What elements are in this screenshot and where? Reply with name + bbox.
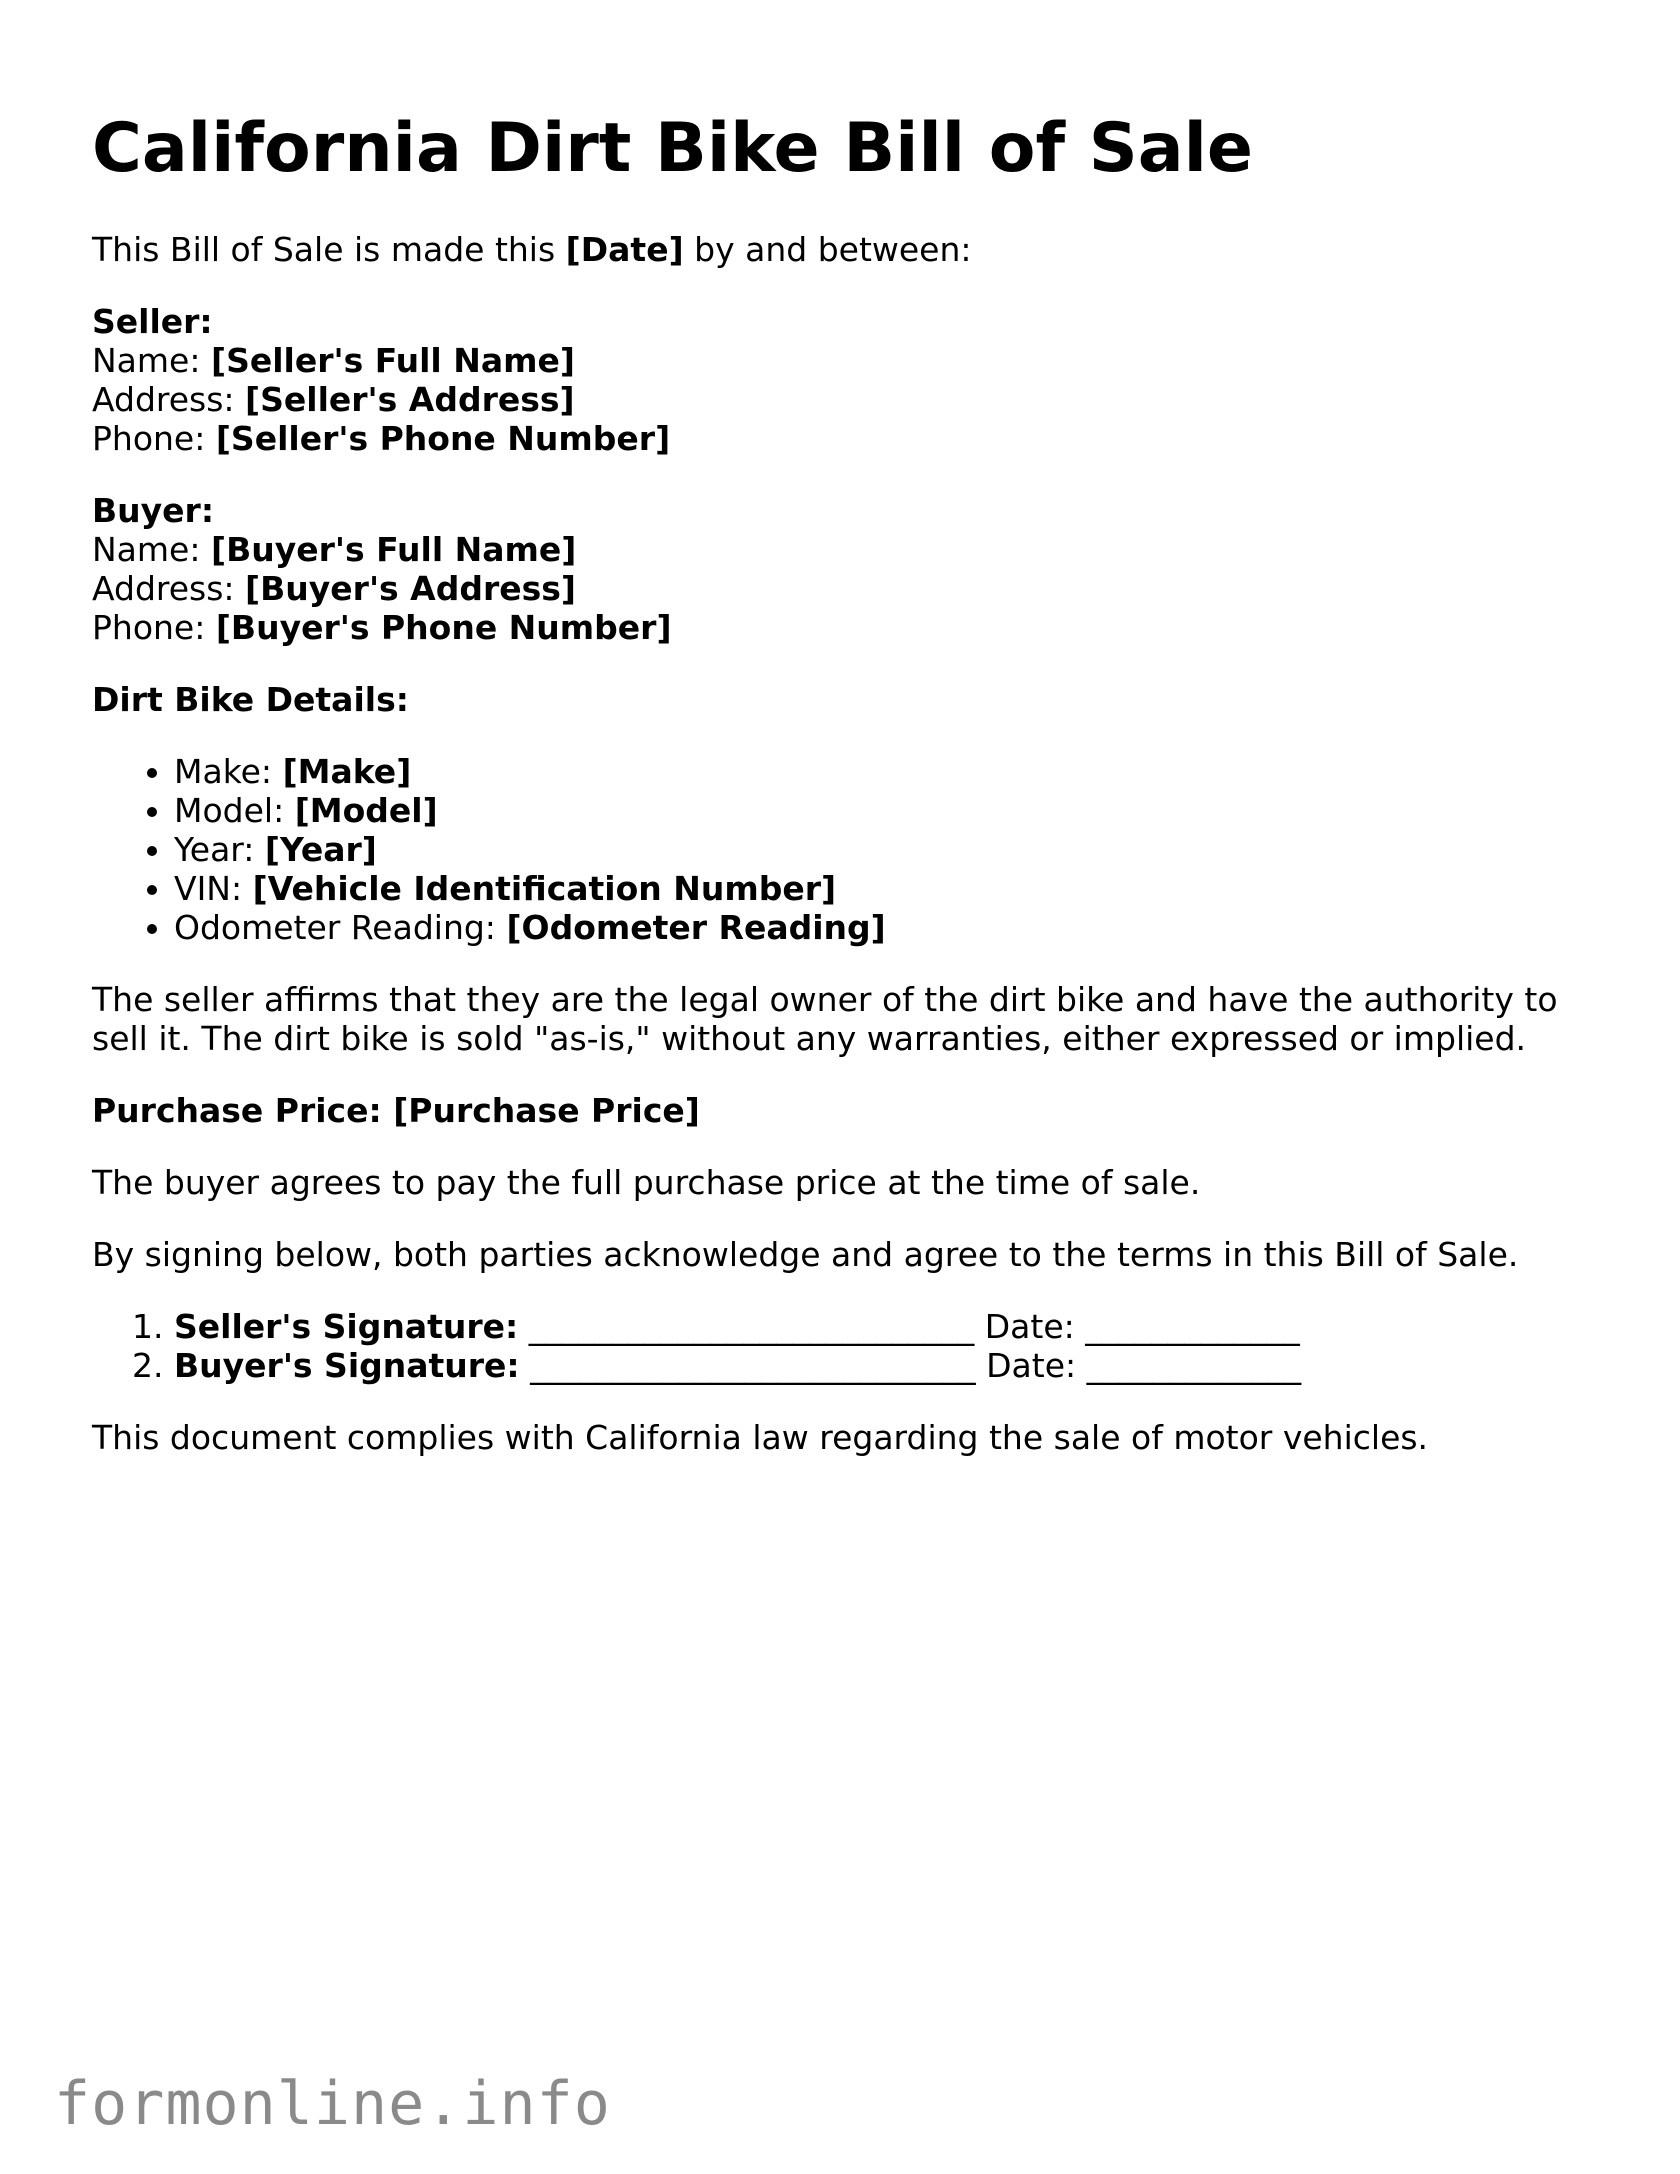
payment-terms-paragraph: The buyer agrees to pay the full purchase price at the time of sale. [92, 1162, 1201, 1202]
buyer-address-value: [Buyer's Address] [245, 568, 576, 608]
list-item [174, 908, 1592, 947]
bike-make-value: [Make] [282, 751, 412, 791]
buyer-section [92, 491, 1592, 647]
bike-year-value: [Year] [264, 829, 377, 869]
seller-phone-label: Phone: [92, 418, 206, 458]
bike-year-label: Year: [174, 829, 255, 869]
buyer-signature-line[interactable]: ___________________________ [530, 1345, 976, 1385]
document-page [92, 108, 1592, 1490]
bike-details-list [92, 752, 1592, 947]
buyer-name-value: [Buyer's Full Name] [210, 529, 577, 569]
buyer-phone-label: Phone: [92, 607, 206, 647]
bike-details-heading [92, 680, 1592, 719]
signature-list [92, 1307, 1592, 1385]
buyer-date-line[interactable]: _____________ [1086, 1345, 1302, 1385]
seller-signature-label: Seller's Signature: [174, 1306, 519, 1346]
document-title: California Dirt Bike Bill of Sale [92, 109, 1254, 188]
seller-address-value: [Seller's Address] [245, 379, 575, 419]
seller-phone-line [92, 419, 1592, 458]
buyer-signature-label: Buyer's Signature: [174, 1345, 520, 1385]
bike-odometer-value: [Odometer Reading] [506, 907, 886, 947]
buyer-heading: Buyer: [92, 490, 215, 530]
buyer-address-line [92, 569, 1592, 608]
seller-address-label: Address: [92, 379, 235, 419]
affirmation-paragraph: The seller affirms that they are the legal owner of the dirt bike and have the authority to sell it. The dirt bike is sold "as-is," without any warranties, either expressed or implied. [92, 979, 1558, 1058]
purchase-price-text: Purchase Price: [Purchase Price] [92, 1090, 700, 1130]
list-item [174, 830, 1592, 869]
list-item [174, 869, 1592, 908]
seller-date-line[interactable]: _____________ [1085, 1306, 1300, 1346]
list-item [174, 791, 1592, 830]
seller-signature-row [174, 1307, 1592, 1346]
bike-vin-label: VIN: [174, 868, 243, 908]
intro-suffix: by and between: [694, 229, 972, 269]
watermark: formonline.info [54, 2069, 611, 2139]
bike-model-label: Model: [174, 790, 285, 830]
buyer-name-label: Name: [92, 529, 201, 569]
seller-name-line [92, 341, 1592, 380]
buyer-date-label: Date: [986, 1345, 1077, 1385]
bike-odometer-label: Odometer Reading: [174, 907, 496, 947]
bike-make-label: Make: [174, 751, 273, 791]
seller-name-value: [Seller's Full Name] [210, 340, 575, 380]
seller-section [92, 302, 1592, 458]
seller-date-label: Date: [984, 1306, 1075, 1346]
seller-signature-line[interactable]: ___________________________ [528, 1306, 975, 1346]
bike-details-heading-text: Dirt Bike Details: [92, 679, 409, 719]
bike-vin-value: [Vehicle Identification Number] [252, 868, 837, 908]
seller-address-line [92, 380, 1592, 419]
buyer-name-line [92, 530, 1592, 569]
compliance-paragraph: This document complies with California law regarding the sale of motor vehicles. [92, 1417, 1429, 1457]
date-placeholder: [Date] [565, 229, 684, 269]
buyer-phone-line [92, 608, 1592, 647]
seller-heading: Seller: [92, 301, 213, 341]
buyer-phone-value: [Buyer's Phone Number] [215, 607, 672, 647]
acknowledgement-paragraph: By signing below, both parties acknowledge and agree to the terms in this Bill of Sale. [92, 1234, 1519, 1274]
purchase-price [92, 1091, 1592, 1130]
intro-paragraph [92, 230, 1592, 269]
seller-phone-value: [Seller's Phone Number] [215, 418, 671, 458]
seller-name-label: Name: [92, 340, 201, 380]
list-item [174, 752, 1592, 791]
intro-prefix: This Bill of Sale is made this [92, 229, 556, 269]
buyer-address-label: Address: [92, 568, 235, 608]
bike-model-value: [Model] [294, 790, 438, 830]
buyer-signature-row [174, 1346, 1592, 1385]
